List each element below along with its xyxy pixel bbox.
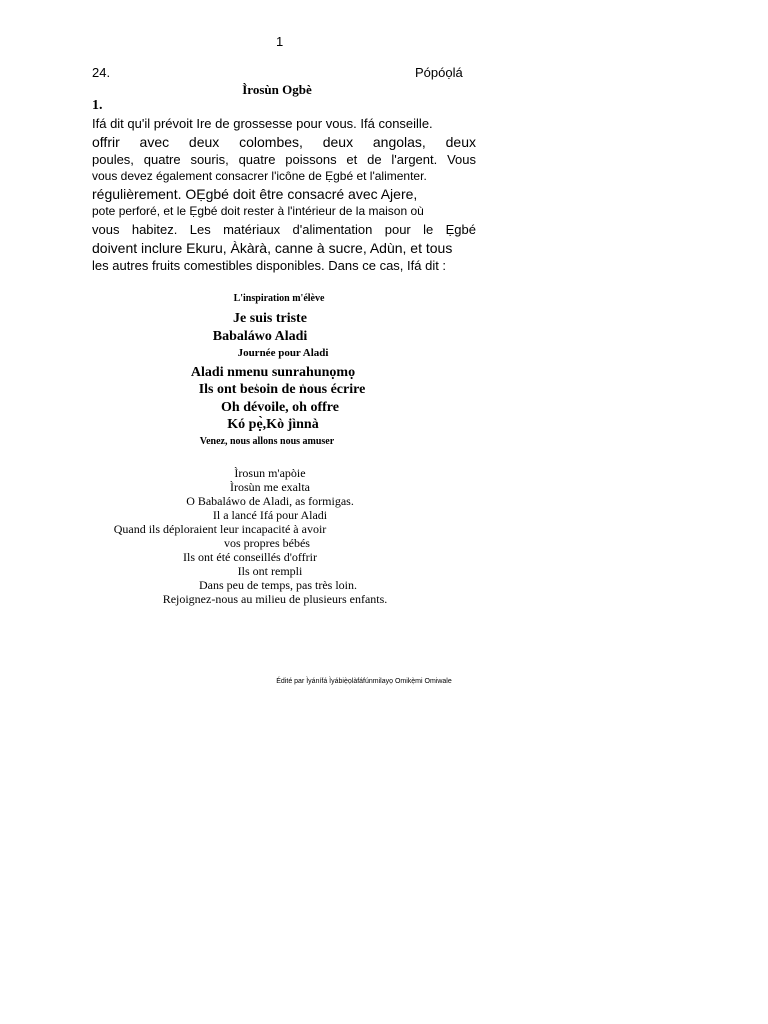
- paragraph-line: régulièrement. OẸgbé doit être consacré avec Ajere,: [92, 186, 418, 202]
- paragraph-line: offrir avec deux colombes, deux angolas, deux: [92, 134, 476, 150]
- translation-line: Ìrosun m'apòie: [234, 466, 306, 480]
- verse-line: L'inspiration m'élève: [233, 293, 325, 304]
- paragraph-line: vous devez également consacrer l'icône de Ẹgbé et l'alimenter.: [92, 169, 427, 183]
- verse-line: Venez, nous allons nous amuser: [199, 436, 335, 447]
- paragraph-line: Ifá dit qu'il prévoit Ire de grossesse pour vous. Ifá conseille.: [92, 116, 433, 131]
- verse-line: Aladi nmenu sunrahunọmọ: [190, 365, 356, 380]
- page-number: 1: [276, 34, 284, 49]
- verse-line: Journée pour Aladi: [237, 347, 329, 359]
- verse-line: Kó pẹ̀,Kò jìnnà: [227, 417, 319, 432]
- header-right-label: Pópóọlá: [415, 65, 463, 80]
- translation-line: vos propres bébés: [224, 536, 310, 550]
- paragraph-line: pote perforé, et le Ẹgbé doit rester à l'intérieur de la maison où: [92, 204, 424, 218]
- paragraph-line: poules, quatre souris, quatre poissons et de l'argent. Vous: [92, 152, 476, 167]
- verse-line: Oh dévoile, oh offre: [221, 400, 339, 415]
- verse-line: Ils ont bes̍oin de n̍ous écrire: [198, 382, 366, 397]
- verse-line: Je suis triste: [233, 311, 307, 326]
- translation-line: O Babaláwo de Aladi, as formigas.: [186, 494, 354, 508]
- paragraph-line: les autres fruits comestibles disponibles. Dans ce cas, Ifá dit :: [92, 258, 447, 273]
- paragraph-line: vous habitez. Les matériaux d'alimentation pour le Ẹgbé: [92, 222, 476, 237]
- translation-line: Ìrosùn me exalta: [230, 480, 310, 494]
- translation-line: Ils ont été conseillés d'offrir: [183, 550, 317, 564]
- translation-line: Rejoignez-nous au milieu de plusieurs enfants.: [162, 592, 388, 606]
- paragraph-line: doivent inclure Ekuru, Àkàrà, canne à sucre, Adùn, et tous: [92, 240, 453, 256]
- translation-line: Il a lancé Ifá pour Aladi: [212, 508, 328, 522]
- verse-line: Babaláwo Aladi: [212, 329, 308, 344]
- section-number: 1.: [92, 98, 103, 113]
- translation-line: Dans peu de temps, pas très loin.: [199, 578, 357, 592]
- chapter-number: 24.: [92, 65, 111, 80]
- odu-title: Ìrosùn Ogbè: [242, 82, 312, 97]
- footer-credit: Édité par Ìyánífá Ìyábiẹ̀ọlàfáfúnmilayọ Omikẹ̀mi Omiwale: [276, 678, 452, 685]
- translation-line: Quand ils déploraient leur incapacité à avoir: [113, 522, 327, 536]
- translation-line: Ils ont rempli: [237, 564, 303, 578]
